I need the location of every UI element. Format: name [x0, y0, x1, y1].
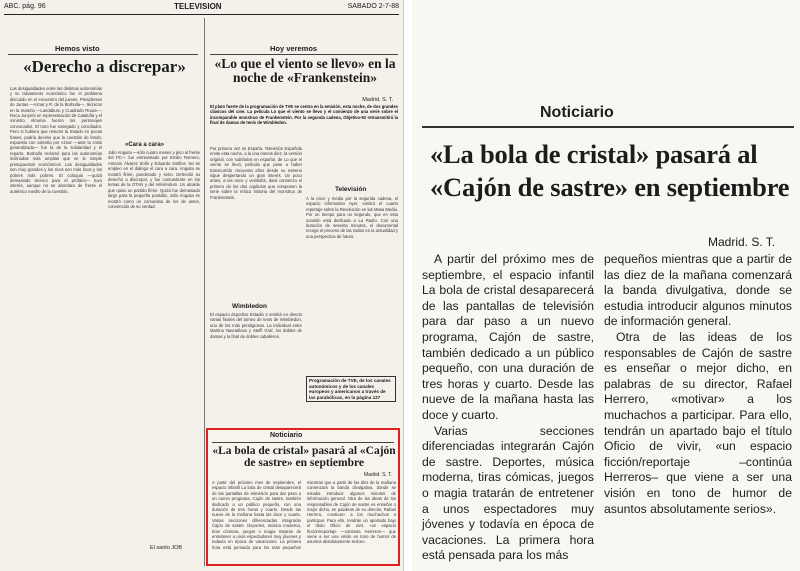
zoom-column-1	[422, 252, 594, 563]
noticiario-headline: «La bola de cristal» pasará al «Cajón de sastre» en septiembre	[212, 445, 396, 469]
zoom-column-2	[604, 252, 792, 552]
column-divider	[204, 18, 205, 566]
noticiario-byline: Madrid. S. T.	[364, 472, 392, 478]
wimbledon-subhead: Wimbledon	[232, 303, 267, 310]
zoom-headline-line2: «Cajón de sastre» en septiembre	[430, 172, 790, 202]
hoy-veremos-headline: «Lo que el viento se llevo» en la noche de «Frankenstein»	[214, 56, 396, 85]
zoom-headline-line1: «La bola de cristal» pasará al	[430, 139, 758, 169]
television-subhead: Televisión	[335, 186, 367, 193]
page-header	[4, 2, 399, 15]
noticiario-body: A partir del próximo mes de septiembre, el espacio infantil La bola de cristal desaparecerá de las pantallas de televisión para dar paso a un nuevo programa, Cajón de sastre, también dedicado a un público pequeño, con una duración de tres horas y cuarto. Desde las nueve de la mañana hasta las doce y cuarto. Varias secciones diferenciadas integrarán Cajón de sastre. Deportes, música moderna, tiras cómicas, juegos o magia tratarán de entretener a unos espectadores muy jóvenes y todavía en época de vacaciones. La primera hora está pensada para los más pequeños mientras que a partir de las diez de la mañana comenzará la banda divulgativa, donde se estudia introducir algunos minutos de información general. Otra de las ideas de los responsables de Cajón de sastre es enseñar o mejor dicho, en palabras de su director, Rafael Herrero, «motivar» a los muchachos a participar. Para ello, tendrán un apartado bajo el título Oficio de vivir, «un espacio ficción/reportaje —continúa Herreros— que viene a ser una visión en tono de humor de asuntos absolutamente serios».	[212, 480, 396, 550]
zoom-byline: Madrid. S. T.	[708, 235, 776, 249]
zoom-rule	[422, 126, 794, 128]
cara-a-cara-subhead: «Cara a cara»	[125, 142, 165, 148]
page-date: SABADO 2-7-88	[347, 3, 399, 10]
zoom-para-3: pequeños mientras que a partir de las diez de la mañana comenzará la banda divulgativa, donde se estudia introducir algunos minutos de información general.	[604, 252, 792, 329]
hoy-veremos-body: Por primera vez en España, Televisión Española emite esta noche, a la una menos diez, la versión original, con subtítulos en español, de Lo que el viento se llevó, película que pese a haber transcurrido cincuenta años desde su estreno sigue despertando un gran interés. Un poco antes, a las once y veintidós, dará comienzo el primero de los dos capítulos que componen la serie sobre la mítica historia del monstruo de Frankenstein.	[210, 146, 302, 200]
noticiario-kicker: Noticiario	[270, 432, 303, 439]
zoom-para-1: A partir del próximo mes de septiembre, el espacio infantil La bola de cristal desaparecerá de las pantallas de televisión para dar paso a un nuevo programa, Cajón de sastre, también dedicado a un público pequeño, con una duración de tres horas y cuarto. Desde las nueve de la mañana hasta las doce y cuarto.	[422, 252, 594, 422]
television-body: A la once y media por la segunda cadena, el espacio informativo Ayer, emitirá el cuarto reportaje sobre la Revolución en las Masa Media. Por un tiempo para un segundo, que en esta ocasión está dedicada a La Radio. Con una duración de sesenta minutos, el documental recoge el proceso de las radios en la actualidad y una perspectiva de futuro.	[306, 196, 398, 239]
hemos-visto-body-cont	[108, 86, 200, 126]
zoom-para-2: Varias secciones diferenciadas integrarán Cajón de sastre. Deportes, música moderna, tiras cómicas, juegos o magia tratarán de entretener a unos espectadores muy jóvenes y todavía en época de vacaciones. La primera hora está pensada para los más	[422, 423, 594, 563]
section-title: TELEVISION	[174, 2, 222, 11]
hoy-veremos-kicker: Hoy veremos	[270, 44, 318, 53]
hoy-veremos-body-cont	[306, 146, 398, 184]
programming-caption: Programación de TVE, de los canales autonómicos y de los canales europeos y americanos a través de las parabólicas, en la página 127	[306, 376, 396, 402]
divider	[8, 54, 198, 55]
noticiario-highlight-box	[206, 428, 400, 566]
zoom-kicker: Noticiario	[540, 104, 614, 121]
divider	[210, 54, 398, 55]
wimbledon-body: El espacio deportivo Estadio 2 emitirá en directo varias finales del torneo de tenis de Wimbledon, uno de los más prestigiosos. La individual entre Martina Navratilova y Steffi Graf, los dobles de damas y la final de dobles caballeros.	[210, 312, 302, 339]
page-number: ABC. pág. 96	[4, 3, 46, 10]
divider	[212, 442, 394, 443]
hemos-visto-body2: Julio Anguita —sólo cuatro meses y pico al frente del PC— fue entrevistado por Emilio Romero, Antonio Álvarez Solís y Eduardo Sotillos. No se empleo en el diálogo el cara a cara. Anguita se mostró firme, ponderado y serio. Defendió su derecho a discrepar, y fue contundente en los temas de la OTAN y del referéndum. Un alcalde que quiso un partido firme. Quizá fue demasiado largo para la pequeña pantalla. Julio Anguita se mostró como un comunista de los de antes, convencido de su verdad.	[108, 150, 200, 210]
zoomed-clipping	[412, 0, 800, 571]
signature: El santo JOB	[150, 545, 183, 551]
hemos-visto-headline: «Derecho a discrepar»	[23, 57, 186, 76]
hemos-visto-kicker: Hemos visto	[55, 44, 100, 53]
hemos-visto-body: Las desigualdades entre las distintas autonomías y su tratamiento económico fue el problema discutido en el encuentro del jueves. Presidentes de Juntas —Aznar y R. de la Borbolla—, técnicos en la materia —Landaburu y Cuadrado Roura—, Roca Junyent en representación de Cataluña y el ministro Almunia fueron los personajes convocados. El tono fue sosegado y conciliador. Pero si hubiera que resumir la tratado en pocas frases, podría decirse que la cuestión de fondo, expuesta con valentía por Aznar —ante la crisis generalizada— fue la de la solidaridad y el reparto. Borbolla reclamó para las autonomías inclinadas más amplias que se le simple presupuestos económicos. Las desigualdades son muy grandes y los ricos son más ricos y los pobres más pobres. El coloquio —quizá demasiado técnico para el profano— tuvo interés, aunque no se abordara de frente el auténtico meollo de la cuestión.	[10, 86, 102, 194]
zoom-para-4: Otra de las ideas de los responsables de Cajón de sastre es enseñar o mejor dicho, en palabras de su director, Rafael Herrero, «motivar» a los muchachos a participar. Para ello, tendrán un apartado bajo el título Oficio de vivir, «un espacio ficción/reportaje –continúa Herreros– que viene a ser una visión en tono de humor de asuntos absolutamente serios».	[604, 329, 792, 516]
hoy-veremos-byline: Madrid. S. T.	[362, 97, 393, 103]
hoy-veremos-lead: El plato fuerte de la programación de TVE se centra en la emisión, esta noche, de dos grandes clásicos del cine. La película Lo que el viento se llevo y el comienzo de una serie sobre el incomparable monstruo de Frankenstein. Por la segunda cadena, Objetivo-92 retransmitirá la final de damas de tenis de Wimbledon.	[210, 104, 398, 126]
